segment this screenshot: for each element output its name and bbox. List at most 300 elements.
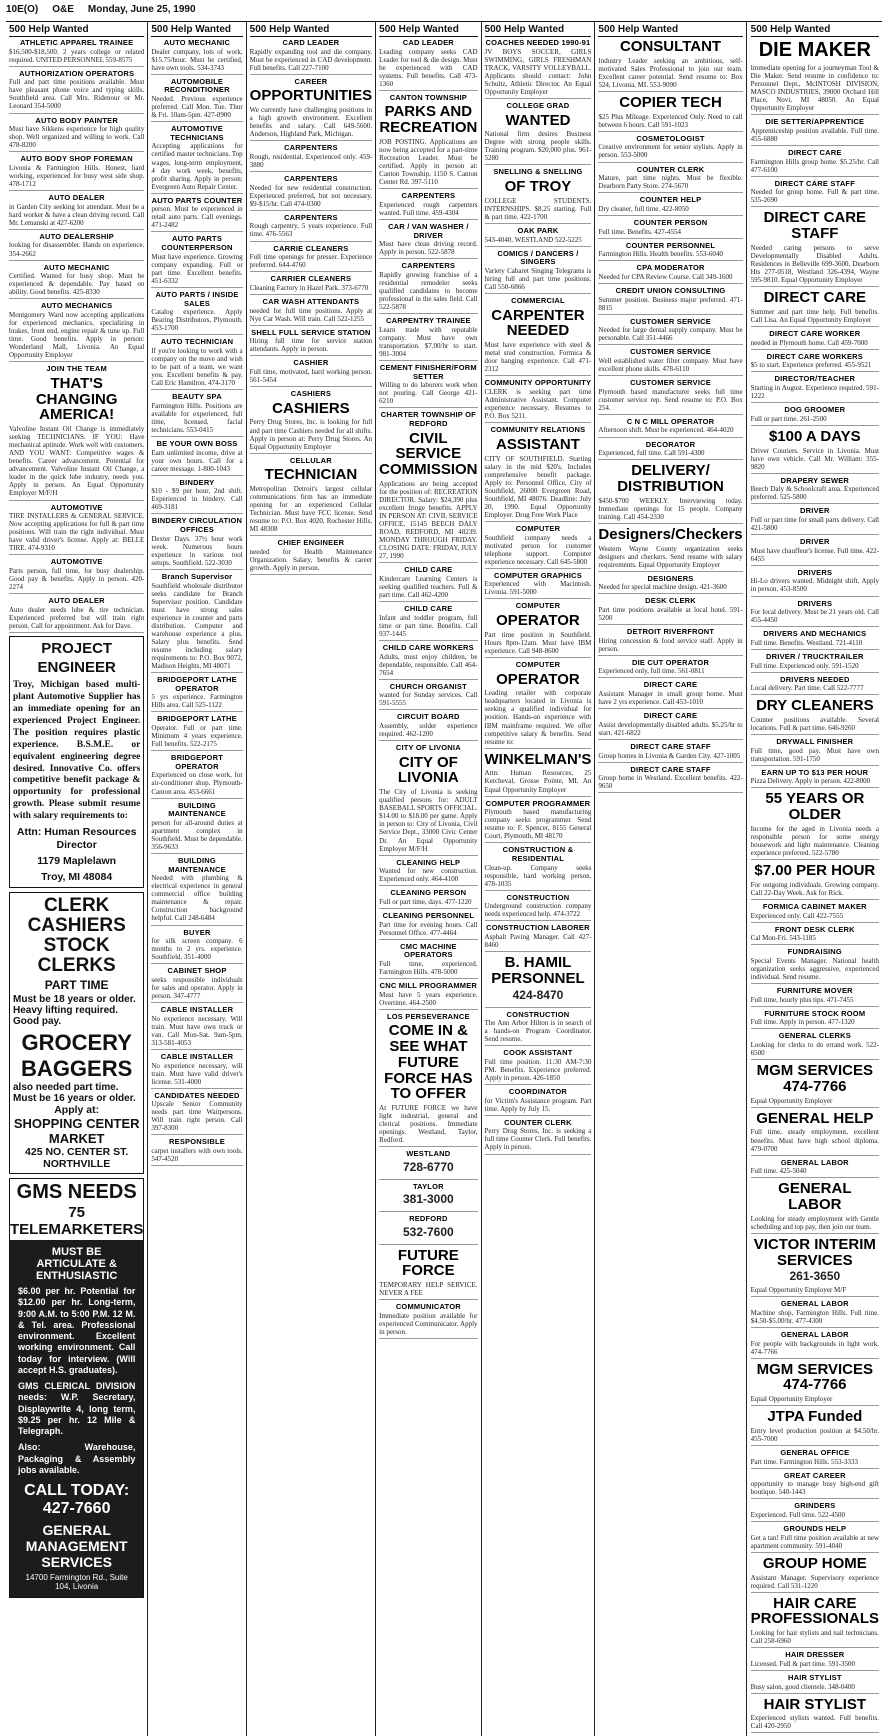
ad-body: Western Wayne County organization seeks designers and checkers. Send resume with salary requirements. Equal Opportunity Employer xyxy=(598,544,743,569)
classified-ad xyxy=(751,600,879,628)
classified-ad xyxy=(751,1525,879,1553)
ad-display-heading: PARKS AND RECREATION xyxy=(379,103,478,137)
ad-body: Driver Couriers. Service in Livonia. Must have own vehicle. Call Mr. William: 355-9820 xyxy=(750,446,879,471)
ad-body: in Garden City seeking lot attendant. Must be a hard worker & have a clean driving record. Call Mr. Lemanski at 427-6200 xyxy=(9,202,145,227)
ad-body: needed in Plymouth home. Call 459-7000 xyxy=(750,338,868,347)
ad-body: Needed for large dental supply company. Must be personable. Call 351-4466 xyxy=(598,326,743,343)
ad-body: Southfield wholesale distributor seeks candidate for Branch Supervisor position. Candidate must have strong sales experience in counter and parts distribution. Computer and warehouse experience a plus. Salary plus benefits. Send resume including salary requirements to: P.O. Box 9072, Madison Heights, MI 48071 xyxy=(151,581,243,671)
ad-heading: CARPENTRY TRAINEE xyxy=(386,316,471,326)
ad-heading: CUSTOMER SERVICE xyxy=(630,378,711,388)
classified-ad xyxy=(9,155,144,191)
classified-ad xyxy=(598,712,742,740)
classified-ad xyxy=(598,766,742,794)
ad-heading: CONSTRUCTION xyxy=(506,1009,570,1019)
classified-ad xyxy=(751,948,879,984)
ad-body: for Victim's Assistance program. Part time. Apply by July 15. xyxy=(484,1096,592,1113)
ad-body: Equal Opportunity Employer xyxy=(750,1096,833,1105)
ad-heading: CAD LEADER xyxy=(402,38,454,47)
ad-body: COLLEGE STUDENTS. INTERNSHIPS. $8.25 starting. Full & part time. 422-1700 xyxy=(484,196,592,221)
ad-heading: BRIDGEPORT LATHE xyxy=(157,714,237,724)
ad-body: Experienced. Full time. 522-4500 xyxy=(750,1511,845,1520)
ad-display-heading: COME IN & SEE WHAT FUTURE FORCE HAS TO OFFER xyxy=(384,1022,473,1103)
column-header: 500 Help Wanted xyxy=(598,22,742,37)
ad-body: Needed for CPA Review Course. Call 349-1600 xyxy=(598,272,733,281)
ad-heading: DIRECT CARE xyxy=(643,711,698,721)
ad-body: Entry level production position at $4.50/hr. 455-7000 xyxy=(750,1426,879,1444)
classified-ad xyxy=(598,166,742,194)
ad-body: Get a tan! Full time position available at new apartment community. 591-4040 xyxy=(750,1533,879,1550)
ad-body: Rapidly growing franchise of a residential remodeler seeks qualified candidates to become professional in the sales field. Call 522-5878 xyxy=(379,270,478,312)
classified-ad xyxy=(379,39,477,91)
ad-heading: DECORATOR xyxy=(645,439,696,449)
classified-ad xyxy=(598,318,742,346)
ad-body: No experience necessary, will train. Must have valid driver's license. 531-4000 xyxy=(151,1061,243,1086)
classified-ad xyxy=(9,264,144,300)
ad-heading: DRIVER xyxy=(800,506,830,516)
classified-ad xyxy=(485,661,592,749)
classified-ad xyxy=(9,70,144,114)
ad-display-heading: GENERAL HELP xyxy=(756,1109,874,1127)
ad-body: Full or part time. 261-2500 xyxy=(750,414,827,423)
classified-ad xyxy=(379,1303,477,1339)
ad-body: Full or part time, days. 477-1220 xyxy=(379,897,472,906)
ad-body: Full and part time positions available. Must have pleasant phone voice and typing skills. Southfield area. Call Mrs. Ridenour or Mr. Leonard 354-5000 xyxy=(9,78,145,111)
column-2-ads xyxy=(151,39,242,1166)
ad-body: Must be 18 years or older. Heavy lifting required. Good pay. xyxy=(13,994,136,1028)
classified-ad xyxy=(151,857,242,926)
classified-ad xyxy=(751,353,879,373)
ad-heading: CAR WASH ATTENDANTS xyxy=(262,296,360,306)
ad-body: Group homes in Livonia & Garden City. 427-1005 xyxy=(598,751,741,760)
ad-heading: CASHIERS xyxy=(290,389,332,399)
classified-ad xyxy=(751,1651,879,1671)
classified-ad xyxy=(379,982,477,1010)
classified-ad xyxy=(250,245,373,273)
ad-body: Needed for group home. Full & part time. 535-2690 xyxy=(750,188,879,205)
ad-heading: FURNITURE MOVER xyxy=(776,986,853,996)
classified-ad xyxy=(751,406,879,426)
classified-ad xyxy=(598,242,742,262)
classified-ad xyxy=(9,233,144,261)
classified-ad xyxy=(485,894,592,922)
classified-ad xyxy=(751,1159,879,1179)
ad-heading: COMICS / DANCERS / SINGERS xyxy=(497,248,579,267)
classified-ad xyxy=(379,262,477,314)
classified-ad xyxy=(751,1502,879,1522)
classified-ad xyxy=(9,597,144,633)
ad-body: Adults, must enjoy children, be dependable, responsible. Call 464-7654 xyxy=(379,652,478,677)
classified-ad xyxy=(485,102,592,166)
classified-ad xyxy=(485,800,592,844)
ad-body: Leading retailer with corporate headquarters located in Livonia is seeking a qualified individual for position. Hands-on experience with IBM mainframe required. We offer competitive salary & benefits. Send resume to: xyxy=(484,689,592,746)
ad-body: Cal Mon-Fri. 543-1185 xyxy=(750,934,816,943)
ad-body: 543-4040. WESTLAND 522-5225 xyxy=(484,235,582,244)
ad-heading: LOS PERSEVERANCE xyxy=(386,1011,470,1021)
ad-body: For outgoing individuals. Growing company. Call 22-Day Week. Ask for Rick. xyxy=(750,880,879,897)
classified-ad xyxy=(151,1053,242,1089)
gms-subtitle: 75 TELEMARKETERS xyxy=(10,1204,144,1239)
ad-heading: JOIN THE TEAM xyxy=(46,364,107,374)
ad-body: Farmington Hills. Health benefits. 553-6040 xyxy=(598,250,723,259)
classified-ad xyxy=(9,194,144,230)
gms-company: GENERAL MANAGEMENT SERVICES xyxy=(25,1522,128,1571)
classified-ad xyxy=(379,94,477,189)
column-header: 500 Help Wanted xyxy=(9,22,144,37)
ad-body: Local delivery. Part time. Call 522-7777 xyxy=(750,684,864,693)
ad-body: Group home in Westland. Excellent benefits. 422-9650 xyxy=(598,774,743,791)
ad-city: NORTHVILLE xyxy=(43,1158,111,1171)
ad-heading: GRINDERS xyxy=(794,1501,836,1511)
ad-display-heading: OPERATOR xyxy=(496,612,580,630)
ad-body: Rapidly expanding tool and die company. Must be experienced in CAD development. Full benefits. Call 227-7100 xyxy=(249,47,373,72)
ad-display-heading: CARPENTER NEEDED xyxy=(491,306,585,340)
ad-body: Looking for hair stylists and nail technicians. Call 258-6960 xyxy=(750,1629,879,1646)
ad-body: Licensed. Full & part time. 591-3500 xyxy=(750,1659,856,1668)
column-3-ads xyxy=(250,39,373,575)
classified-ad xyxy=(751,1111,879,1156)
ad-body: Well established water filter company. Must have excellent phone skills. 478-6110 xyxy=(598,356,743,374)
ad-heading: CHILD CARE xyxy=(404,604,453,614)
ad-body: Experienced rough carpenters wanted. Full time. 459-4304 xyxy=(379,200,478,217)
ad-body: Must have Sikkens experience for high quality shop. Well organized and willing to work. Call 478-8200 xyxy=(9,125,145,150)
column-3 xyxy=(247,22,377,1736)
ad-body: Counter positions available. Several locations. Full & part time. 646-9260 xyxy=(750,716,879,733)
gms-telemarketers-ad xyxy=(9,1178,144,1598)
ad-display-heading: OPPORTUNITIES xyxy=(249,87,373,105)
ad-heading: DOG GROOMER xyxy=(784,405,846,415)
ad-body: Underground construction company needs experienced help. 474-3722 xyxy=(484,902,592,919)
ad-body: $10 - $9 per hour, 2nd shift. Experienced in bindery. Call 469-3181 xyxy=(151,487,243,512)
ad-heading: BEAUTY SPA xyxy=(172,392,222,402)
classified-ad xyxy=(751,1063,879,1108)
classified-ad xyxy=(485,39,592,99)
ad-body: Montgomery Ward now accepting applications for experienced mechanics, specializing in brakes, front end, engine repair & tune up. Full time. Good benefits. Apply in person: Wonderland Mall, Livonia. An Equal Opportunity Employer xyxy=(9,310,145,360)
classified-ad xyxy=(485,572,592,600)
ad-body: Full time. Benefits. 427-4554 xyxy=(598,227,682,236)
classified-ad xyxy=(379,1150,477,1179)
classified-ad xyxy=(751,118,879,146)
ad-body: Industry Leader seeking an ambitious, self-motivated Sales Professional to join our team. Excellent career potential. Send resume to: Box 524, Livonia, MI. 553-9090 xyxy=(598,56,743,89)
ad-heading: DESIGNERS xyxy=(647,573,694,583)
ad-body: Creative environment for senior stylists. Apply in person. 553-5000 xyxy=(598,143,743,160)
ad-body: Farmington Hills group home. $5.25/hr. Call 477-6100 xyxy=(750,157,879,174)
ad-body: JOB POSTING. Applications are now being accepted for a part-time Recreation Leader. Must be certified. Apply in person at: Canton Township, 1150 S. Canton Center Rd. 397-5110 xyxy=(379,137,478,187)
ad-body: Equal Opportunity Employer xyxy=(750,1395,833,1404)
ad-body: Accepting applications for certified master technicians. Top wages, long-term employment, 4 day work week, benefits, profit sharing. Apply in person: Evergreen Auto Repair Center. xyxy=(151,142,243,191)
column-6 xyxy=(595,22,882,1736)
classified-ad xyxy=(151,802,242,854)
classified-ad xyxy=(751,653,879,673)
ad-body: Farmington Hills. Positions are available for experienced, full time, licensed, facial technicians. 553-0415 xyxy=(151,401,243,434)
classified-ad xyxy=(751,903,879,923)
classified-ad xyxy=(379,889,477,909)
ad-display-heading: CASHIERS xyxy=(272,399,350,417)
ad-body: Dry cleaner, full time. 422-8050 xyxy=(598,204,689,213)
issue-date: Monday, June 25, 1990 xyxy=(87,4,196,15)
ad-heading: CABINET SHOP xyxy=(167,966,227,976)
ad-display-heading: DRY CLEANERS xyxy=(756,697,874,715)
classified-ad xyxy=(751,1362,879,1407)
ad-title: CLERK CASHIERS xyxy=(27,895,126,937)
gms-clerical: GMS CLERICAL DIVISION needs: W.P. Secretary, Displaywrite 4, long term, $9.25 per hr. 12 Mile & Telegraph. xyxy=(18,1381,136,1437)
ad-heading: CHARTER TOWNSHIP OF REDFORD xyxy=(380,410,476,429)
ad-body: Needed. Previous experience preferred. Call Mon. Tue. Thur & Fri. 10am-5pm. 427-0900 xyxy=(151,95,243,120)
ad-body: Beech Daly & Schoolcraft area. Experienced preferred. 525-5800 xyxy=(750,485,879,502)
classified-ad xyxy=(751,290,879,327)
classified-ad xyxy=(751,1556,879,1593)
ad-body: At FUTURE FORCE we have light industrial, general and clerical positions. Immediate openings. Westland, Taylor, Redford. xyxy=(379,1104,478,1145)
ad-body: CLERK is seeking part time Administrative Assistant. Computer experience necessary. Resumes to P.O. Box 5211. xyxy=(484,387,592,421)
ad-body: Hiring full time for service station attendants. Apply in person. xyxy=(249,337,373,354)
ad-phone: 728-6770 xyxy=(402,1160,454,1174)
ad-heading: FRONT DESK CLERK xyxy=(774,924,855,934)
classified-ad xyxy=(379,566,477,602)
ad-heading: FORMICA CABINET MAKER xyxy=(762,902,867,912)
classified-ad xyxy=(250,457,373,537)
column-2 xyxy=(148,22,246,1736)
classified-ad xyxy=(151,676,242,712)
classified-ad xyxy=(250,359,373,387)
classified-ad xyxy=(250,329,373,357)
classified-ad xyxy=(379,1013,477,1148)
ad-body: 5 yrs experience. Farmington Hills area. Call 525-1122 xyxy=(151,693,243,710)
classified-ad xyxy=(485,1088,592,1116)
ad-body: wanted for Sunday services. Call 591-5555 xyxy=(379,691,478,708)
ad-heading: COMPUTER GRAPHICS xyxy=(493,570,582,580)
gms-title: GMS NEEDS xyxy=(16,1181,137,1204)
ad-heading: CHILD CARE xyxy=(404,565,453,575)
column-6-left xyxy=(598,22,746,1736)
ad-heading: AUTOMOBILE RECONDITIONER xyxy=(164,76,230,95)
ad-heading: CARRIER CLEANERS xyxy=(270,274,352,284)
classified-ad xyxy=(751,1409,879,1446)
ad-heading: TAYLOR xyxy=(412,1181,444,1191)
classified-ad xyxy=(598,39,742,92)
ad-body: Busy salon, good clientele. 348-0400 xyxy=(750,1682,855,1691)
ad-body: Livonia & Farmington Hills. Honest, hard working, experienced for busy west side shop. 478-1712 xyxy=(9,163,145,189)
classified-ad xyxy=(485,846,592,890)
classified-ad xyxy=(485,525,592,569)
classified-ad xyxy=(751,1449,879,1469)
classified-ad xyxy=(151,929,242,965)
ad-body: Learn trade with reputable company. Must have own transportation. $7.00/hr to start. 981-3004 xyxy=(379,325,478,358)
classified-ad xyxy=(751,1596,879,1649)
ad-heading: CABLE INSTALLER xyxy=(160,1051,234,1061)
ad-heading: CHURCH ORGANIST xyxy=(389,681,467,691)
ad-display-heading: CIVIL SERVICE COMMISSION xyxy=(379,429,478,479)
column-5-ads xyxy=(485,39,592,1155)
classified-ad xyxy=(379,1248,477,1301)
ad-body: Full time, hourly plus tips. 471-7455 xyxy=(750,995,854,1004)
ad-body: Looking for steady employment with Gentle scheduling and top pay, then join our team. xyxy=(750,1214,879,1231)
ad-body: $5 to start. Experience preferred. 455-9521 xyxy=(750,361,872,370)
column-6-left-ads xyxy=(598,39,742,793)
classified-ad xyxy=(598,527,742,572)
classified-ad xyxy=(250,390,373,454)
ad-body: Experienced on close work, for air-conditioner shop. Plymouth-Canton area. 453-6661 xyxy=(151,771,243,796)
column-1-ads xyxy=(9,39,144,633)
classified-ad xyxy=(379,644,477,680)
column-header: 500 Help Wanted xyxy=(379,22,477,37)
classified-ad xyxy=(751,180,879,208)
classified-ad xyxy=(250,144,373,172)
ad-body: Rough, residential. Experienced only. 459-3880 xyxy=(249,152,373,169)
ad-heading: BE YOUR OWN BOSS xyxy=(156,438,238,448)
ad-display-heading: OPERATOR xyxy=(496,670,580,688)
ad-heading: CLEANING HELP xyxy=(396,857,461,867)
classified-ad xyxy=(751,987,879,1007)
ad-display-heading: WANTED xyxy=(505,111,571,129)
classified-ad xyxy=(598,575,742,595)
ad-heading: AUTO PARTS / INSIDE SALES xyxy=(155,289,239,308)
ad-heading: WESTLAND xyxy=(406,1149,451,1159)
classified-ad xyxy=(379,683,477,711)
classified-ad xyxy=(379,859,477,887)
classified-ad xyxy=(485,297,592,376)
ad-body: The Ann Arbor Hilton is in search of a hands-on Program Coordinator. Send resume. xyxy=(484,1019,592,1044)
ad-heading: AUTOMOTIVE xyxy=(50,502,103,512)
classified-ad xyxy=(485,379,592,423)
ad-body: Asphalt Paving Manager. Call 427-8460 xyxy=(484,933,592,950)
ad-heading: COUNTER PERSON xyxy=(633,217,708,227)
ad-display-heading: HAIR STYLIST xyxy=(763,1695,867,1713)
classified-ad xyxy=(379,223,477,259)
ad-heading: DIRECT CARE STAFF xyxy=(774,178,855,188)
ad-heading: CAREER xyxy=(294,76,328,86)
ad-body: Parts person, full time, for busy dealership. Good pay & benefits. Apply in person. 420-2274 xyxy=(9,567,145,592)
ad-body: Earn unlimited income, drive at your own hours. Call for a career message. 1-800-1043 xyxy=(151,448,243,473)
ad-body: Wanted for new construction. Experienced only. 464-4100 xyxy=(379,867,478,884)
ad-body: person for all-around duties at apartment complex in Southfield. Must be dependable. 356-9633 xyxy=(151,818,243,851)
ad-heading: COMMUNICATOR xyxy=(395,1302,461,1312)
ad-display-heading: CITY OF LIVONIA xyxy=(397,753,459,787)
gms-warehouse: Also: Warehouse, Packaging & Assembly jobs available. xyxy=(18,1442,136,1475)
ad-heading: AUTO MECHANIC xyxy=(43,262,110,272)
ad-heading: GENERAL LABOR xyxy=(780,1299,849,1309)
ad-heading: CUSTOMER SERVICE xyxy=(630,316,711,326)
ad-body: Infant and toddler program, full time or part time. Benefits. Call 937-1445 xyxy=(379,613,478,638)
ad-apply-label: Apply at: xyxy=(54,1104,100,1117)
ad-title-2: STOCK CLERKS xyxy=(37,935,116,977)
ad-subtitle: PART TIME xyxy=(44,978,109,993)
classified-ad xyxy=(751,630,879,650)
ad-heading: CEMENT FINISHER/FORM SETTER xyxy=(379,363,477,381)
classified-ad xyxy=(751,1472,879,1500)
ad-heading: AUTOMOTIVE TECHNICIANS xyxy=(170,124,224,142)
ad-body: Pizza Delivery. Apply in person. 422-8000 xyxy=(750,777,871,786)
ad-heading: DIRECT CARE STAFF xyxy=(630,741,711,751)
ad-body: Dexter Days. 37½ hour work week. Numerous hours experience in various tool setups. Southfield. 522-3030 xyxy=(151,534,243,567)
classified-ad xyxy=(751,1300,879,1328)
ad-body: Part time positions available at local hotel. 591-5200 xyxy=(598,606,743,623)
ad-heading: COMPUTER xyxy=(515,601,561,611)
classified-ad xyxy=(250,275,373,295)
ad-heading: DIRECTOR/TEACHER xyxy=(774,374,856,384)
classified-ad xyxy=(598,463,742,524)
ad-body: Mature, part time nights. Must be flexible. Dearborn Party Store. 274-5670 xyxy=(598,174,743,191)
ad-body: Valvoline Instant Oil Change is immediately seeking TECHNICIANS. IF YOU: Have mechanical aptitude. Work well with customers. AND YOU WANT: Competitive wages & benefits. Career advancement. Potential for advancement. Valvoline Instant Oil Change, a leader in the quick lube industry, needs you. Apply in person. An Equal Opportunity Employer M/F/H xyxy=(9,425,145,498)
ad-heading: SHELL FULL SERVICE STATION xyxy=(251,327,371,337)
ad-body: Experienced only. Call 422-7555 xyxy=(750,911,844,920)
ad-body: carpet installers with own tools. 547-4520 xyxy=(151,1147,243,1164)
classified-ad xyxy=(151,517,242,569)
ad-heading: CARD LEADER xyxy=(282,38,340,47)
ad-heading: DETROIT RIVERFRONT xyxy=(626,627,715,637)
ad-heading: AUTO BODY SHOP FOREMAN xyxy=(20,154,133,164)
ad-heading: COMMUNITY OPPORTUNITY xyxy=(484,378,592,388)
ad-heading: GREAT CAREER xyxy=(783,1470,846,1480)
classified-ad xyxy=(485,227,592,247)
ad-heading: DRIVER xyxy=(800,537,830,547)
column-5 xyxy=(482,22,596,1736)
ad-body: Must have chauffeur's license. Full time. 422-6455 xyxy=(750,546,879,563)
ad-heading: CLEANING PERSONNEL xyxy=(382,910,475,920)
ad-body: Needed for new residential construction. Experienced preferred, but not necessary. $9-$15/hr. Call 474-0300 xyxy=(249,183,373,208)
ad-body: Must have experience. Growing company expanding. Full or part time. Excellent benefits. 451-6332 xyxy=(151,252,243,285)
ad-heading: GENERAL LABOR xyxy=(780,1329,849,1339)
classified-ad xyxy=(598,135,742,163)
ad-body: Part time position in Southfield. Hours 8pm-12am. Must have IBM experience. Call 948-8600 xyxy=(484,630,592,655)
ad-heading: CONSTRUCTION LABORER xyxy=(486,923,590,933)
ad-heading: COLLEGE GRAD xyxy=(506,100,570,110)
ad-body: Full time. 425-5040 xyxy=(750,1167,807,1176)
gms-body: $6.00 per hr. Potential for $12.00 per hr. Long-term, 9:00 A.M. to 5:00 P.M. 12 M. & Tel. area. Professional environment. Excellent working environment. Call today for interview. (Will accept H.S. graduates). xyxy=(18,1286,136,1375)
classified-ad xyxy=(379,1183,477,1212)
ad-body: Perry Drug Stores, Inc. is looking for full and part time Cashiers needed for all shifts. Apply in person at: Perry Drug Stores. An Equal Opportunity Employer xyxy=(249,418,373,451)
classified-ad xyxy=(485,168,592,224)
classified-ad xyxy=(151,1006,242,1050)
ad-body: Full time. Benefits. Westland. 721-4110 xyxy=(750,638,863,647)
classified-ad xyxy=(151,338,242,390)
ad-phone: 261-3650 xyxy=(789,1269,841,1284)
column-6-right xyxy=(751,22,879,1736)
ad-heading: GROUNDS HELP xyxy=(783,1524,847,1534)
ad-body: Assistant Manager. Supervisory experience required. Call 531-1220 xyxy=(750,1573,879,1590)
ad-display-heading: $7.00 PER HOUR xyxy=(754,862,876,880)
ad-heading: CPA MODERATOR xyxy=(636,263,705,273)
ad-display-heading: CONSULTANT xyxy=(619,38,722,55)
ad-display-heading: DELIVERY/ DISTRIBUTION xyxy=(617,462,724,495)
ad-heading: AUTHORIZATION OPERATORS xyxy=(19,68,135,78)
ad-display-heading: ASSISTANT xyxy=(496,435,580,453)
ad-body: Rough carpentry, 5 years experience. Full time. 476-5563 xyxy=(249,222,373,239)
ad-heading: DRIVER / TRUCKTRAILER xyxy=(766,651,864,661)
ad-body: Needed for special machine design. 421-3600 xyxy=(598,583,727,592)
ad-display-heading: TECHNICIAN xyxy=(264,466,358,484)
ad-body: Experienced stylists wanted. Full benefits. Call 420-2950 xyxy=(750,1714,879,1731)
classified-ad xyxy=(379,192,477,220)
ad-display-heading: $100 A DAYS xyxy=(768,427,861,445)
ad-body: Summer position. Business major preferred. 471-8815 xyxy=(598,295,743,312)
classified-ad xyxy=(379,713,477,741)
ad-body: Leading company seeks CAD Leader for tool & die design. Must be experienced with CAD systems. Full benefits. Call 473-1360 xyxy=(379,47,478,88)
ad-heading: AUTO MECHANICS xyxy=(40,301,113,311)
ad-body: For local delivery. Must be 21 years old. Call 455-4450 xyxy=(750,608,879,625)
ad-display-heading: 55 YEARS OR OLDER xyxy=(765,790,865,824)
ad-heading: AUTO PARTS COUNTER xyxy=(151,195,243,205)
classified-ad xyxy=(598,418,742,438)
classified-ad xyxy=(151,291,242,335)
ad-heading: CARPENTERS xyxy=(284,212,338,222)
ad-body: Full time. Apply in person. 477-1320 xyxy=(750,1018,855,1027)
ad-store-name: SHOPPING CENTER MARKET xyxy=(13,1116,140,1147)
classified-ad xyxy=(250,78,373,142)
ad-body: Full or part time for small parts delivery. Call 421-5800 xyxy=(750,515,879,533)
classified-ad xyxy=(379,912,477,940)
ad-heading: DIRECT CARE xyxy=(788,148,842,157)
ad-body: Assist developmentally disabled adults. $5.25/hr to start. 421-6822 xyxy=(598,720,743,737)
ad-heading: RESPONSIBLE xyxy=(169,1137,225,1147)
